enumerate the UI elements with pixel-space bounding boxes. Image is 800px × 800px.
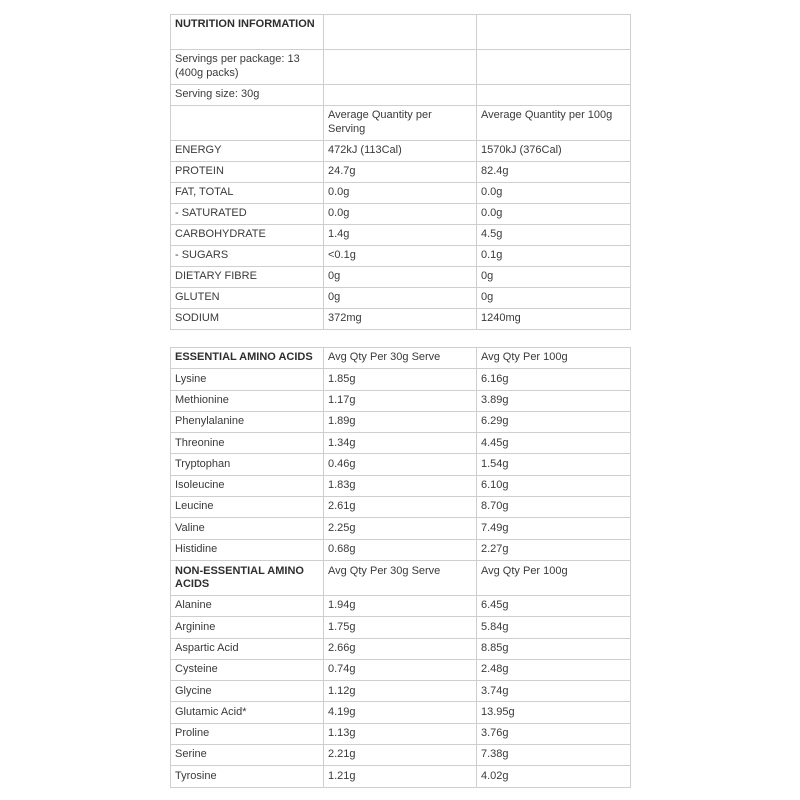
value-per-serving: 1.17g [324, 390, 477, 411]
value-per-100g: 0g [477, 288, 631, 309]
value-per-100g: 0.0g [477, 183, 631, 204]
table-row [171, 288, 631, 309]
value-per-serving: 1.21g [324, 766, 477, 787]
table-row [171, 267, 631, 288]
nutrient-name: Alanine [171, 595, 324, 616]
nutrition-column-header-row [171, 106, 631, 141]
servings-per-package: Servings per package: 13 (400g packs) [171, 50, 324, 85]
value-per-serving: 1.94g [324, 595, 477, 616]
value-per-serving: 0g [324, 267, 477, 288]
value-per-serving: 472kJ (113Cal) [324, 141, 477, 162]
column-header-per-serve: Avg Qty Per 30g Serve [324, 560, 477, 595]
nutrient-name: GLUTEN [171, 288, 324, 309]
non-essential-amino-acids-title: NON-ESSENTIAL AMINO ACIDS [171, 560, 324, 595]
empty-cell [171, 106, 324, 141]
value-per-serving: 1.13g [324, 723, 477, 744]
table-row [171, 433, 631, 454]
value-per-100g: 1.54g [477, 454, 631, 475]
table-row [171, 225, 631, 246]
value-per-serving: 2.21g [324, 745, 477, 766]
value-per-100g: 6.29g [477, 411, 631, 432]
nutrient-name: Proline [171, 723, 324, 744]
empty-cell [477, 50, 631, 85]
table-row [171, 723, 631, 744]
nutrient-name: Lysine [171, 369, 324, 390]
empty-cell [324, 15, 477, 50]
table-row [171, 539, 631, 560]
value-per-100g: 4.02g [477, 766, 631, 787]
value-per-100g: 2.27g [477, 539, 631, 560]
essential-header-row [171, 348, 631, 369]
nutrient-name: Methionine [171, 390, 324, 411]
value-per-serving: 1.34g [324, 433, 477, 454]
column-header-per-100g: Avg Qty Per 100g [477, 348, 631, 369]
nutrient-name: Tryptophan [171, 454, 324, 475]
nutrition-information-table [170, 14, 631, 330]
value-per-serving: 4.19g [324, 702, 477, 723]
nutrient-name: PROTEIN [171, 162, 324, 183]
table-row [171, 183, 631, 204]
value-per-100g: 0.0g [477, 204, 631, 225]
value-per-100g: 1570kJ (376Cal) [477, 141, 631, 162]
empty-cell [324, 50, 477, 85]
value-per-serving: 0.0g [324, 204, 477, 225]
nutrient-name: Aspartic Acid [171, 638, 324, 659]
serving-size: Serving size: 30g [171, 85, 324, 106]
nutrient-name: CARBOHYDRATE [171, 225, 324, 246]
table-row [171, 369, 631, 390]
table-row [171, 162, 631, 183]
table-row [171, 595, 631, 616]
value-per-100g: 8.70g [477, 497, 631, 518]
value-per-serving: 1.85g [324, 369, 477, 390]
value-per-serving: 1.12g [324, 681, 477, 702]
nutrient-name: - SUGARS [171, 246, 324, 267]
value-per-100g: 3.89g [477, 390, 631, 411]
servings-per-package-row [171, 50, 631, 85]
table-row [171, 702, 631, 723]
column-header-per-100g: Average Quantity per 100g [477, 106, 631, 141]
value-per-serving: 0.74g [324, 659, 477, 680]
value-per-100g: 6.16g [477, 369, 631, 390]
value-per-100g: 1240mg [477, 309, 631, 330]
value-per-100g: 6.45g [477, 595, 631, 616]
nutrient-name: SODIUM [171, 309, 324, 330]
nutrient-name: Threonine [171, 433, 324, 454]
value-per-serving: 1.83g [324, 475, 477, 496]
nutrition-title: NUTRITION INFORMATION [171, 15, 324, 50]
value-per-100g: 2.48g [477, 659, 631, 680]
table-row [171, 497, 631, 518]
nutrient-name: Leucine [171, 497, 324, 518]
nutrient-name: Glutamic Acid* [171, 702, 324, 723]
table-row [171, 309, 631, 330]
empty-cell [324, 85, 477, 106]
value-per-serving: 24.7g [324, 162, 477, 183]
table-row [171, 141, 631, 162]
nutrient-name: Serine [171, 745, 324, 766]
table-row [171, 204, 631, 225]
value-per-100g: 82.4g [477, 162, 631, 183]
nutrient-name: ENERGY [171, 141, 324, 162]
value-per-100g: 4.45g [477, 433, 631, 454]
table-row [171, 745, 631, 766]
nutrient-name: Cysteine [171, 659, 324, 680]
amino-acids-table [170, 347, 631, 788]
value-per-100g: 6.10g [477, 475, 631, 496]
table-row [171, 659, 631, 680]
value-per-100g: 8.85g [477, 638, 631, 659]
empty-cell [477, 15, 631, 50]
value-per-serving: 2.61g [324, 497, 477, 518]
column-header-per-serve: Avg Qty Per 30g Serve [324, 348, 477, 369]
value-per-100g: 3.74g [477, 681, 631, 702]
nutrient-name: Tyrosine [171, 766, 324, 787]
table-row [171, 390, 631, 411]
table-row [171, 454, 631, 475]
non-essential-header-row [171, 560, 631, 595]
table-row [171, 617, 631, 638]
value-per-100g: 13.95g [477, 702, 631, 723]
nutrient-name: DIETARY FIBRE [171, 267, 324, 288]
value-per-serving: 0.68g [324, 539, 477, 560]
table-row [171, 475, 631, 496]
value-per-100g: 3.76g [477, 723, 631, 744]
table-row [171, 246, 631, 267]
value-per-serving: <0.1g [324, 246, 477, 267]
serving-size-row [171, 85, 631, 106]
value-per-serving: 1.75g [324, 617, 477, 638]
value-per-serving: 1.4g [324, 225, 477, 246]
value-per-100g: 4.5g [477, 225, 631, 246]
value-per-serving: 372mg [324, 309, 477, 330]
value-per-100g: 7.38g [477, 745, 631, 766]
table-row [171, 518, 631, 539]
table-row [171, 681, 631, 702]
essential-amino-acids-title: ESSENTIAL AMINO ACIDS [171, 348, 324, 369]
value-per-serving: 2.66g [324, 638, 477, 659]
nutrient-name: Valine [171, 518, 324, 539]
nutrient-name: Glycine [171, 681, 324, 702]
nutrient-name: - SATURATED [171, 204, 324, 225]
nutrient-name: FAT, TOTAL [171, 183, 324, 204]
table-row [171, 411, 631, 432]
value-per-serving: 2.25g [324, 518, 477, 539]
value-per-100g: 0g [477, 267, 631, 288]
table-row [171, 638, 631, 659]
column-header-per-serving: Average Quantity per Serving [324, 106, 477, 141]
value-per-100g: 0.1g [477, 246, 631, 267]
value-per-100g: 7.49g [477, 518, 631, 539]
value-per-100g: 5.84g [477, 617, 631, 638]
value-per-serving: 0.0g [324, 183, 477, 204]
nutrient-name: Histidine [171, 539, 324, 560]
nutrient-name: Arginine [171, 617, 324, 638]
column-header-per-100g: Avg Qty Per 100g [477, 560, 631, 595]
nutrient-name: Phenylalanine [171, 411, 324, 432]
nutrient-name: Isoleucine [171, 475, 324, 496]
value-per-serving: 0.46g [324, 454, 477, 475]
nutrition-title-row [171, 15, 631, 50]
empty-cell [477, 85, 631, 106]
table-row [171, 766, 631, 787]
value-per-serving: 1.89g [324, 411, 477, 432]
value-per-serving: 0g [324, 288, 477, 309]
